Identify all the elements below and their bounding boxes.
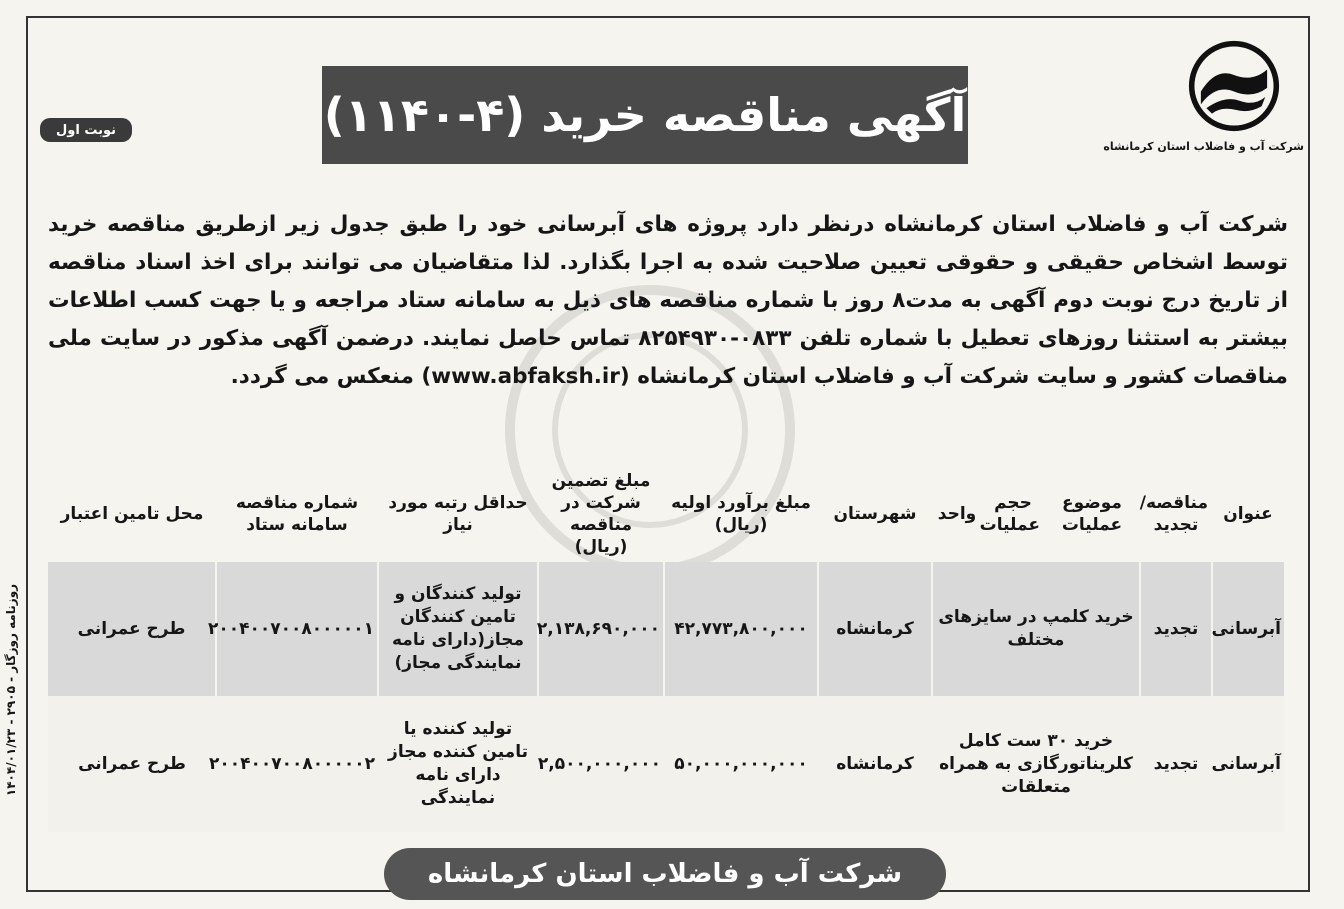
header-unit: واحد (937, 504, 977, 524)
table-header-row (48, 466, 1284, 562)
water-company-logo-icon (1188, 40, 1280, 132)
cell-tender-type: تجدید (1140, 562, 1212, 696)
header-volume: حجم عملیات (979, 493, 1040, 535)
header-min-rank: حداقل رتبه مورد نیاز (388, 493, 528, 535)
round-badge: نوبت اول (40, 118, 132, 142)
cell-funding: طرح عمرانی (48, 696, 216, 832)
intro-text: شرکت آب و فاضلاب استان کرمانشاه درنظر دارد پروژه های آبرسانی خود را طبق جدول زیر ازطریق مناقصه خرید توسط اشخاص حقیقی و حقوقی تعیین صلاحیت شده به اجرا بگذارد. لذا متقاضیان می توانند برای اخذ اسناد مناقصه از تاریخ درج نوبت دوم آگهی به مدت۸ روز با شماره مناقصه های ذیل به سامانه ستاد مراجعه و یا جهت کسب اطلاعات بیشتر به استثنا روزهای تعطیل با شماره تلفن ۰۸۳۳-۸۲۵۴۹۳۰ تماس حاصل نمایند. درضمن آگهی مذکور در سایت ملی مناقصات کشور و سایت شرکت آب و فاضلاب استان کرمانشاه (www.abfaksh.ir) منعکس می گردد. (48, 212, 1288, 389)
header-tender-number: شماره مناقصه سامانه ستاد (235, 493, 359, 535)
cell-tender-number: ۲۰۰۴۰۰۷۰۰۸۰۰۰۰۰۲ (216, 696, 378, 832)
table-row (48, 696, 1284, 832)
header-tender-type: مناقصه/ تجدید (1139, 493, 1208, 535)
footer-company-banner: شرکت آب و فاضلاب استان کرمانشاه (384, 848, 946, 900)
company-logo-block (1103, 40, 1304, 153)
header-subject: موضوع عملیات (1061, 493, 1123, 535)
cell-funding: طرح عمرانی (48, 562, 216, 696)
cell-tender-type: تجدید (1140, 696, 1212, 832)
cell-estimate: ۴۲,۷۷۳,۸۰۰,۰۰۰ (664, 562, 818, 696)
header-guarantee: مبلغ تضمین شرکت در مناقصه (ریال) (551, 471, 651, 557)
cell-title: آبرسانی (1212, 562, 1284, 696)
cell-estimate: ۵۰,۰۰۰,۰۰۰,۰۰۰ (664, 696, 818, 832)
cell-tender-number: ۲۰۰۴۰۰۷۰۰۸۰۰۰۰۰۱ (216, 562, 378, 696)
cell-city: کرمانشاه (818, 562, 932, 696)
cell-min-rank: تولید کننده یا تامین کننده مجاز دارای نامه نمایندگی (378, 696, 538, 832)
header-title: عنوان (1223, 504, 1273, 524)
cell-city: کرمانشاه (818, 696, 932, 832)
cell-guarantee: ۲,۱۳۸,۶۹۰,۰۰۰ (538, 562, 664, 696)
header-estimate: مبلغ برآورد اولیه (ریال) (671, 493, 811, 535)
tender-table (48, 466, 1284, 832)
page-title: آگهی مناقصه خرید (۴-۱۱۴۰) (322, 66, 968, 164)
company-name-small: شرکت آب و فاضلاب استان کرمانشاه (1103, 140, 1304, 153)
cell-guarantee: ۲,۵۰۰,۰۰۰,۰۰۰ (538, 696, 664, 832)
cell-subject: خرید کلمپ در سایزهای مختلف (932, 562, 1140, 696)
newspaper-side-note: روزنامه روزگار - ۲۹۰۵ - ۱۴۰۴/۰۱/۲۳ (4, 583, 18, 797)
header-funding: محل تامین اعتبار (60, 504, 204, 524)
cell-subject: خرید ۳۰ ست کامل کلریناتورگازی به همراه متعلقات (932, 696, 1140, 832)
cell-min-rank: تولید کنندگان و تامین کنندگان مجاز(دارای نامه نمایندگی مجاز) (378, 562, 538, 696)
header-city: شهرستان (833, 504, 917, 524)
cell-title: آبرسانی (1212, 696, 1284, 832)
table-row (48, 562, 1284, 696)
